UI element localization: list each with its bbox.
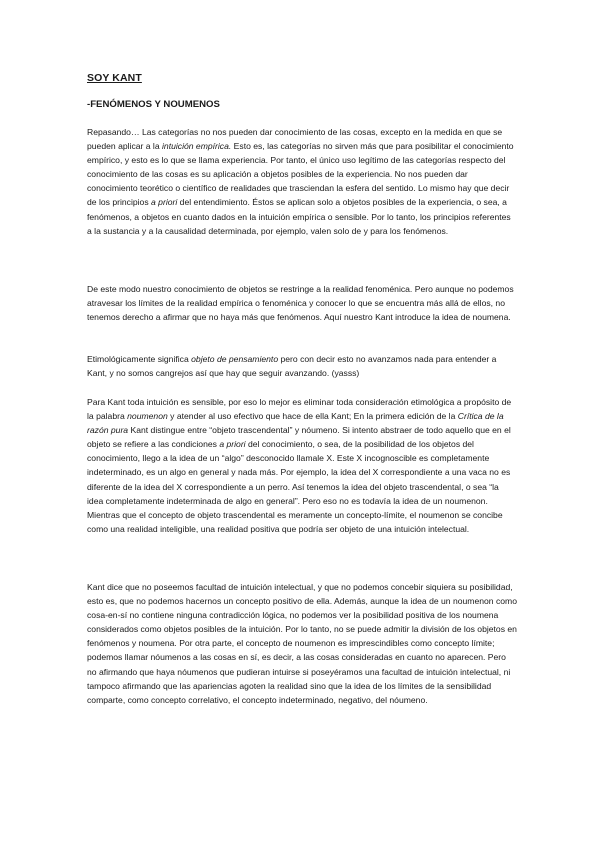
text-run: del conocimiento, o sea, de la posibilidad de los objetos del conocimiento, llego a la idea de un “algo” desconocido llamale X. Este X incognoscible es completamente indeterminado, es un algo en general y nada más. Por ejemplo, la idea del X correspondiente a una vaca no es diferente de la idea del X correspondiente a un perro. Así tenemos la idea del objeto trascendental, o sea “la idea completamente indeterminada de algo en general”. Pero eso no es todavía la idea de un noumenon. Mientras que el concepto de objeto trascendental es meramente un concepto-límite, el noumenon se concibe como una realidad inteligible, una realidad positiva que podría ser objeto de una intuición intelectual. xyxy=(87,439,511,534)
text-run: del entendimiento. Éstos se aplican solo a objetos posibles de la experiencia, o sea, a fenómenos, a objetos en cuanto dados en la intuición empírica o sensible. Por lo tanto, los principios referentes a la sustancia y a la causalidad determinada, por ejemplo, valen solo de y para los fenómenos. xyxy=(87,197,511,236)
italic-text-run: intuición empírica. xyxy=(162,141,232,152)
paragraph xyxy=(87,352,517,380)
italic-text-run: a priori xyxy=(151,197,178,208)
text-run: y atender al uso efectivo que hace de ella Kant; En la primera edición de la xyxy=(167,411,458,422)
document-title: SOY KANT xyxy=(87,72,142,84)
paragraph xyxy=(87,125,517,238)
italic-text-run: a priori xyxy=(219,439,246,450)
italic-text-run: Crítica de la razón pura xyxy=(87,411,504,436)
text-run: Kant distingue entre “objeto trascendental” y nóumeno. Si intento abstraer de todo aquello que en el objeto se refiere a las condiciones xyxy=(87,425,511,450)
text-run: Etimológicamente significa xyxy=(87,354,192,364)
text-run: Repasando… Las categorías no nos pueden dar conocimiento de las cosas, excepto en la medida en que se pueden aplicar a la xyxy=(87,127,503,152)
paragraph xyxy=(87,580,517,707)
paragraph xyxy=(87,395,517,536)
text-run: Esto es, las categorías no sirven más que para posibilitar el conocimiento empírico, y esto es lo que se llama experiencia. Por tanto, el único uso legítimo de las categorías respecto del conocimiento de las cosas es su aplicación a objetos posibles de la experiencia. No nos pueden dar conocimiento teorético o científico de realidades que trasciendan la esfera del sentido. Lo mismo hay que decir de los principios xyxy=(87,141,514,208)
text-run: pero con decir esto no avanzamos nada para entender a Kant, y no somos cangrejos así que hay que seguir avanzando. (yasss) xyxy=(87,354,497,379)
text-run: Para Kant toda intuición es sensible, por eso lo mejor es eliminar toda consideración etimológica a propósito de la palabra xyxy=(87,397,512,422)
italic-text-run: objeto de pensamiento xyxy=(191,354,279,364)
section-heading: -FENÓMENOS Y NOUMENOS xyxy=(87,99,220,110)
paragraph xyxy=(87,282,517,324)
text-run: De este modo nuestro conocimiento de objetos se restringe a la realidad fenoménica. Pero aunque no podemos atravesar los límites de la realidad empírica o fenoménica y conocer lo que se encuentra más allá de ellos, no tenemos derecho a afirmar que no haya más que fenómenos. Aquí nuestro Kant introduce la idea de noumena. xyxy=(87,284,514,323)
text-run: Kant dice que no poseemos facultad de intuición intelectual, y que no podemos concebir siquiera su posibilidad, esto es, que no podemos hacernos un concepto positivo de ella. Además, aunque la idea de un noumenon como cosa-en-sí no contiene ninguna contradicción lógica, no podemos ver la posibilidad positiva de los noumena considerados como objetos posibles de la intuición. Por lo tanto, no se puede admitir la división de los objetos en fenómenos y noumena. Por otra parte, el concepto de noumenon es imprescindibles como concepto límite; podemos llamar nóumenos a las cosas en sí, es decir, a las cosas consideradas en cuanto no aparecen. Pero no afirmando que haya nóumenos que pudieran intuirse si poseyéramos una facultad de intuición intelectual, ni tampoco afirmando que las apariencias agoten la realidad sino que la idea de los límites de la sensibilidad comparte, como concepto correlativo, el concepto indeterminado, negativo, del nóumeno. xyxy=(87,582,517,705)
italic-text-run: noumenon xyxy=(127,411,168,422)
